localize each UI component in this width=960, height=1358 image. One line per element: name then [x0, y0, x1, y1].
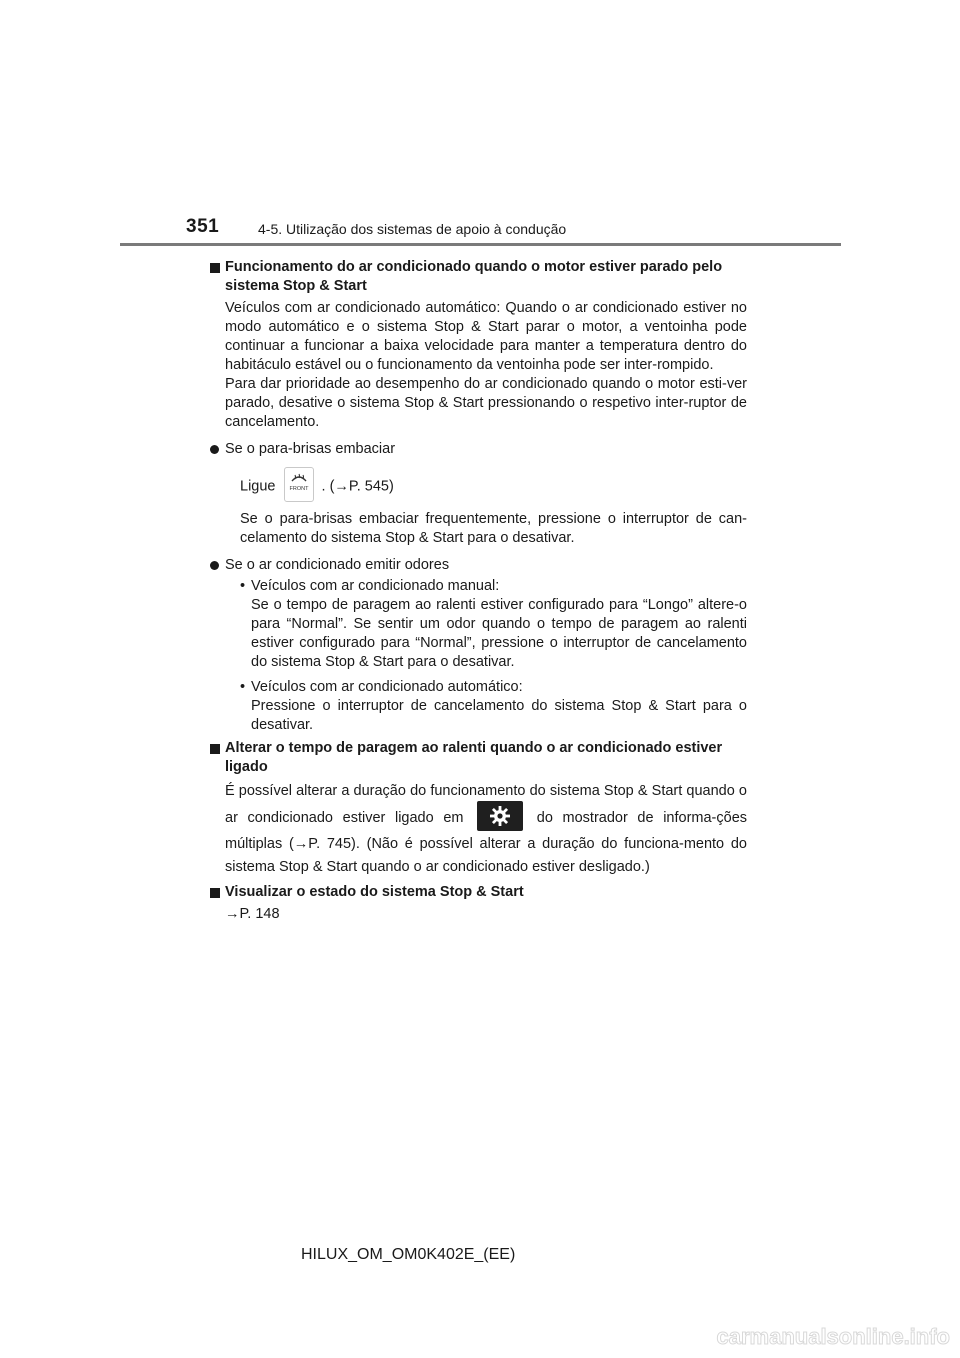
watermark-logo: [612, 1322, 952, 1352]
bullet-item: [207, 440, 747, 459]
heading-text: Funcionamento do ar condicionado quando o motor estiver parado pelo sistema Stop & Start: [225, 259, 723, 294]
bullet-title: Se o ar condicionado emitir odores: [225, 557, 450, 573]
list-item-text: Pressione o interruptor de cancelamento do sistema Stop & Start para o desativar.: [251, 698, 747, 733]
page-reference: . (→P. 545): [321, 478, 394, 495]
section-title: 4-5. Utilização dos sistemas de apoio à condução: [258, 221, 567, 237]
paragraph: Para dar prioridade ao desempenho do ar condicionado quando o motor esti-ver parado, desative o sistema Stop & Start pressionando o respetivo inter-ruptor de cancelamento.: [225, 376, 747, 430]
section-heading: [207, 258, 747, 296]
page-content: [207, 256, 747, 924]
heading-text: Alterar o tempo de paragem ao ralenti quando o ar condicionado estiver ligado: [225, 740, 723, 775]
paragraph: Se o para-brisas embaciar frequentemente, pressione o interruptor de can-celamento do sistema Stop & Start para o desativar.: [240, 511, 747, 546]
list-item-title: Veículos com ar condicionado manual:: [251, 578, 500, 594]
square-bullet-icon: [210, 263, 220, 273]
paragraph: Veículos com ar condicionado automático: Quando o ar condicionado estiver no modo automático e o sistema Stop & Start parar o motor, a ventoinha pode continuar a funcionar a baixa velocidade para manter a temperatura dentro do habitáculo estável ou o funcionamento da ventoinha pode ser inter-rompido.: [225, 300, 747, 373]
paragraph-text: É possível alterar a duração do funcionamento do sistema Stop & Start quando o ar condicionado estiver ligado em: [225, 783, 747, 826]
document-code: HILUX_OM_OM0K402E_(EE): [301, 1246, 516, 1263]
page-number: 351: [186, 216, 220, 237]
heading-text: Visualizar o estado do sistema Stop & Start: [225, 884, 524, 900]
bullet-title: Se o para-brisas embaciar: [225, 441, 396, 457]
instruction-line: [207, 469, 747, 504]
page-header: [0, 0, 960, 250]
bullet-item: [207, 556, 747, 575]
round-bullet-icon: [210, 561, 219, 570]
svg-text:FRONT: FRONT: [289, 486, 308, 492]
square-bullet-icon: [210, 744, 220, 754]
list-marker: •: [240, 679, 246, 695]
list-marker: •: [240, 578, 246, 594]
page-reference: →P. 148: [225, 906, 280, 922]
round-bullet-icon: [210, 445, 219, 454]
svg-text:carmanualsonline.info: carmanualsonline.info: [716, 1324, 950, 1349]
paragraph: [207, 780, 747, 879]
section-heading: [207, 739, 747, 777]
front-defroster-icon: [284, 467, 314, 502]
paragraph-text: do mostrador de informa-ções múltiplas (→P. 745). (Não é possível alterar a duração do funciona-mento do sistema Stop & Start quando o ar condicionado estiver desligado.): [225, 809, 748, 875]
list-item: [207, 577, 747, 672]
instruction-text: Ligue: [240, 478, 276, 495]
settings-gear-icon: [477, 801, 523, 831]
section-heading: [207, 883, 747, 902]
list-item-text: Se o tempo de paragem ao ralenti estiver configurado para “Longo” altere-o para “Normal”. Se sentir um odor quando o tempo de paragem ao ralenti estiver configurado para “Normal”, pressione o interruptor de cancelamento do sistema Stop & Start para o desativar.: [251, 597, 747, 670]
list-item: [207, 678, 747, 735]
header-divider: [120, 243, 841, 246]
square-bullet-icon: [210, 888, 220, 898]
list-item-title: Veículos com ar condicionado automático:: [251, 679, 523, 695]
